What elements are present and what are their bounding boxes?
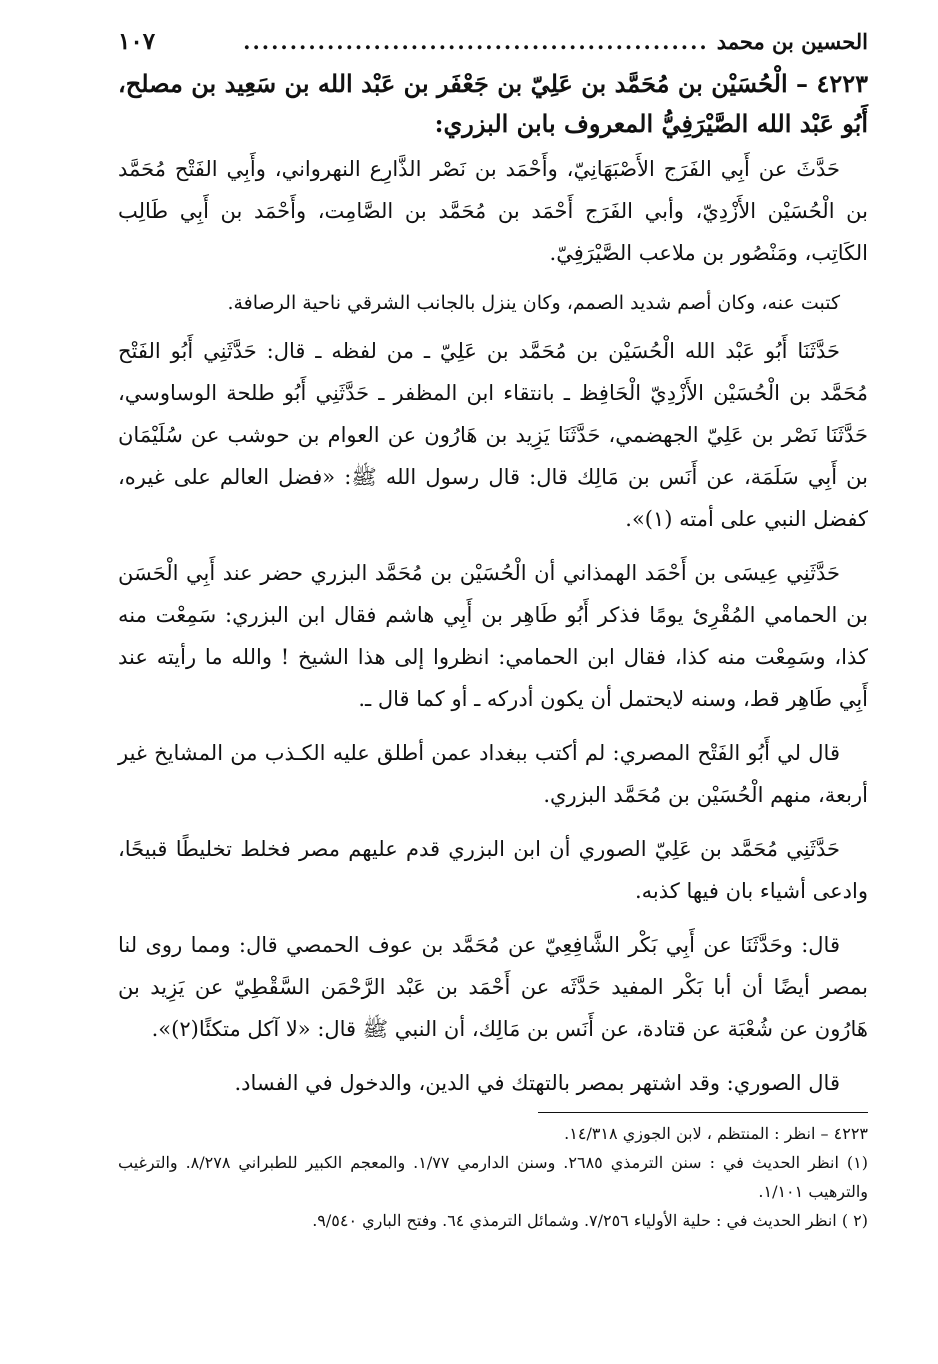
paragraph-closing: قال الصوري: وقد اشتهر بمصر بالتهتك في الدين، والدخول في الفساد. [234,1071,840,1095]
running-title: الحسين بن محمد [716,29,868,54]
paragraph-suri-report: حَدَّثَنِي مُحَمَّد بن عَلِيّ الصوري أن ابن البزري قدم عليهم مصر فخلط تخليطًا قبيحًا، وادعى أشياء بان فيها كذبه. [118,837,868,903]
paragraph-author-note: كتبت عنه، وكان أصم شديد الصمم، وكان ينزل بالجانب الشرقي ناحية الرصافة. [227,292,840,314]
paragraph-hadith-knowledge: حَدَّثَنَا أَبُو عَبْد الله الْحُسَيْن بن مُحَمَّد بن عَلِيّ ـ من لفظه ـ قال: حَدَّثَنِي أَبُو الفَتْح مُحَمَّد بن الْحُسَيْن الأَزْدِيّ الْحَافِظ ـ بانتقاء ابن المظفر ـ حَدَّثَنِي أَبُو طلحة الوساوسي، حَدَّثَنَا نَصْر بن عَلِيّ الجهضمي، حَدَّثَنَا يَزِيد بن هَارُون عن العوام بن حوشب عن سُلَيْمَان بن أَبِي سَلَمَة، عن أَنَس بن مَالِك قال: قال رسول الله ﷺ: «فضل العالم على غيره، كفضل النبي على أمته (١)». [118,339,868,531]
leader-dots: .................................................. [243,29,709,54]
paragraph-hamami-story: حَدَّثَنِي عِيسَى بن أَحْمَد الهمذاني أن الْحُسَيْن بن مُحَمَّد البزري حضر عند أَبِي الْحَسَن بن الحمامي المُقْرِئ يومًا فذكر أَبُو طَاهِر بن أَبِي هاشم فقال ابن البزري: سَمِعْت منه كذا، وسَمِعْت منه كذا، فقال ابن الحمامي: انظروا إلى هذا الشيخ ! والله ما رأيته عند أَبِي طَاهِر قط، وسنه لايحتمل أن يكون أدركه ـ أو كما قال ـ. [118,561,868,711]
footnote-divider [538,1112,868,1113]
running-header [118,28,868,62]
footnote-2: (٢ ) انظر الحديث في : حلية الأولياء ٧/٢٥٦. وشمائل الترمذي ٦٤. وفتح الباري ٩/٥٤٠. [312,1211,868,1230]
paragraph-teachers: حَدَّثَ عن أَبِي الفَرَج الأَصْبَهَانِيّ، وأَحْمَد بن نَصْر الذَّارِع النهرواني، وأَبِي الفَتْح مُحَمَّد بن الْحُسَيْن الأَزْدِيّ، وأبي الفَرَج أَحْمَد بن مُحَمَّد بن الصَّامِت، وأَحْمَد بن أَبِي طَالِب الكَاتِب، ومَنْصُور بن ملاعب الصَّيْرَفِيّ. [118,157,868,265]
entry-heading: ٤٢٢٣ – الْحُسَيْن بن مُحَمَّد بن عَلِيّ بن جَعْفَر بن عَبْد الله بن سَعِيد بن مصلح، أَبُو عَبْد الله الصَّيْرَفِيُّ المعروف بابن البزري: [118,69,868,138]
page-number: ١٠٧ [118,28,156,55]
footnote-1: (١) انظر الحديث في : سنن الترمذي ٢٦٨٥. وسنن الدارمي ١/٧٧. والمعجم الكبير للطبراني ٨/٢٧٨. والترغيب والترهيب ١/١٠١. [118,1153,868,1201]
paragraph-abu-al-fath: قال لي أَبُو الفَتْح المصري: لم أكتب ببغداد عمن أطلق عليه الكـذب من المشايخ غير أربعة، منهم الْحُسَيْن بن مُحَمَّد البزري. [118,741,868,807]
paragraph-hadith-reclining: قال: وحَدَّثَنَا عن أَبِي بَكْر الشَّافِعِيّ عن مُحَمَّد بن عوف الحمصي قال: ومما روى لنا بمصر أيضًا أن أبا بَكْر المفيد حَدَّثَه عن أَحْمَد بن عَبْد الرَّحْمَن السَّقْطِيّ عن يَزِيد بن هَارُون عن شُعْبَة عن قتادة، عن أَنَس بن مَالِك، أن النبي ﷺ قال: «لا آكل متكئًا(٢)». [118,933,868,1041]
footnote-entry: ٤٢٢٣ – انظر : المنتظم ، لابن الجوزي ١٤/٣١٨. [564,1124,868,1143]
